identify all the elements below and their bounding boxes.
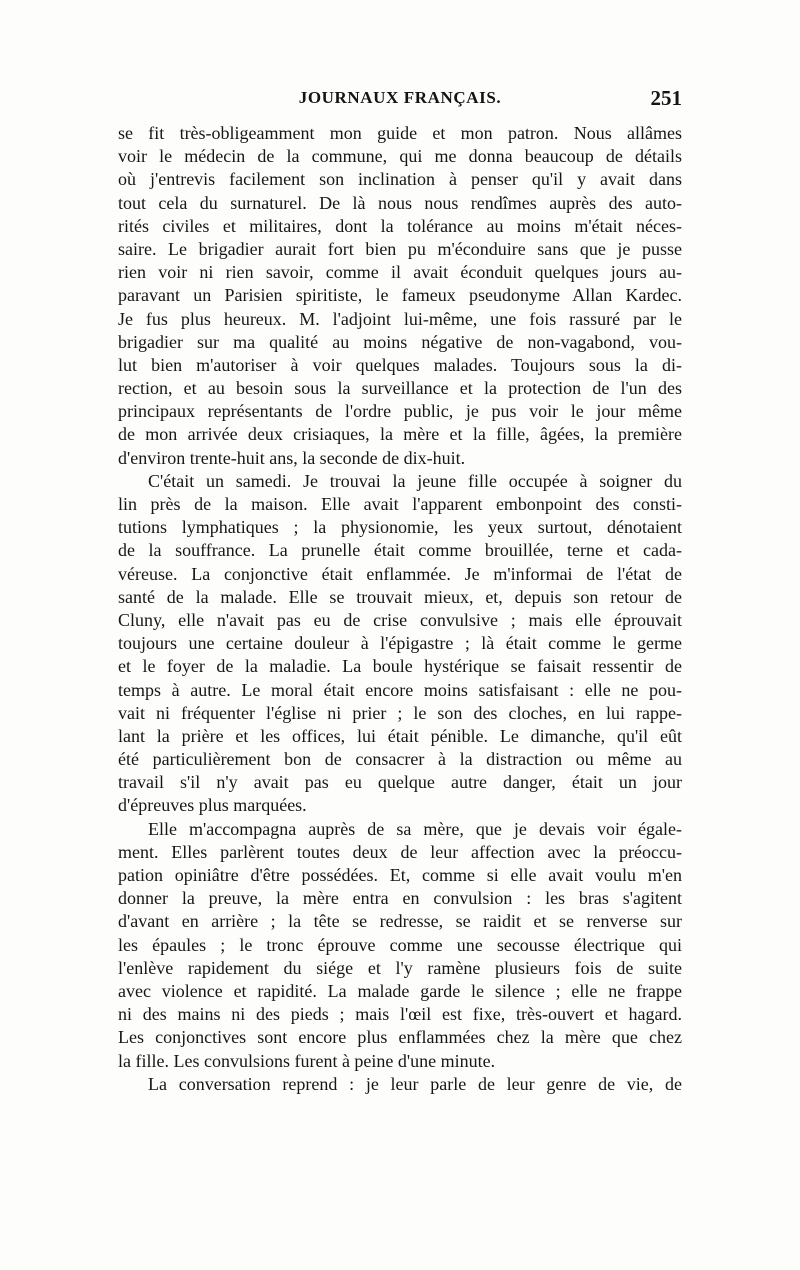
text-line: brigadier sur ma qualité au moins négative de non-vagabond, vou- [118,331,682,352]
text-line: d'environ trente-huit ans, la seconde de dix-huit. [118,447,466,468]
text-line: de mon arrivée deux crisiaques, la mère et la fille, âgées, la première [118,424,682,445]
text-line: vait ni fréquenter l'église ni prier ; le son des cloches, en lui rappe- [118,702,682,723]
text-line: Je fus plus heureux. M. l'adjoint lui-même, une fois rassuré par le [118,308,682,329]
text-line: où j'entrevis facilement son inclination à penser qu'il y avait dans [118,169,682,190]
text-line: tutions lymphatiques ; la physionomie, les yeux surtout, dénotaient [118,517,682,538]
text-line: C'était un samedi. Je trouvai la jeune fille occupée à soigner du [148,470,682,491]
text-line: ni des mains ni des pieds ; mais l'œil est fixe, très-ouvert et hagard. [118,1004,682,1025]
text-line: lin près de la maison. Elle avait l'apparent embonpoint des consti- [118,494,682,514]
running-title: JOURNAUX FRANÇAIS. [298,88,502,107]
text-line: principaux représentants de l'ordre public, je pus voir le jour même [118,401,682,422]
text-line: les épaules ; le tronc éprouve comme une secousse électrique qui [118,934,682,955]
text-line: Les conjonctives sont encore plus enflammées chez la mère que chez [118,1027,682,1048]
text-line: de la souffrance. La prunelle était comme brouillée, terne et cada- [118,540,682,561]
page-number: 251 [650,86,682,110]
text-line: ment. Elles parlèrent toutes deux de leur affection avec la préoccu- [118,841,682,862]
text-line: pation opiniâtre d'être possédées. Et, comme si elle avait voulu m'en [118,865,682,885]
text-line: paravant un Parisien spiritiste, le fameux pseudonyme Allan Kardec. [118,285,682,306]
text-line: donner la preuve, la mère entra en convulsion : les bras s'agitent [118,888,682,909]
text-line: rités civiles et militaires, dont la tolérance au moins m'était néces- [118,215,682,236]
text-line: d'avant en arrière ; la tête se redresse, se raidit et se renverse sur [118,911,682,932]
text-line: se fit très-obligeamment mon guide et mon patron. Nous allâmes [118,123,682,143]
text-line: temps à autre. Le moral était encore moins satisfaisant : elle ne pou- [118,679,682,700]
text-line: tout cela du surnaturel. De là nous nous rendîmes auprès des auto- [118,192,682,213]
text-line: rien voir ni rien savoir, comme il avait éconduit quelques jours au- [118,262,682,283]
text-line: été particulièrement bon de consacrer à la distraction ou même au [118,749,682,770]
text-line: avec violence et rapidité. La malade garde le silence ; elle ne frappe [118,980,682,1001]
text-line: véreuse. La conjonctive était enflammée. Je m'informai de l'état de [118,563,682,584]
text-line: saire. Le brigadier aurait fort bien pu m'éconduire sans que je pusse [118,238,682,259]
text-line: rection, et au besoin sous la surveillance et la protection de l'un des [118,378,682,399]
text-line: lut bien m'autoriser à voir quelques malades. Toujours sous la di- [118,354,682,375]
text-line: et le foyer de la maladie. La boule hystérique se faisait ressentir de [118,656,682,677]
text-line: lant la prière et les offices, lui était pénible. Le dimanche, qu'il eût [118,725,682,746]
text-line: travail s'il n'y avait pas eu quelque autre danger, était un jour [118,772,682,793]
text-line: d'épreuves plus marquées. [118,795,307,816]
page-header [118,88,682,118]
text-line: l'enlève rapidement du siége et l'y ramène plusieurs fois de suite [118,957,682,978]
body-text [118,122,682,1096]
text-line: toujours une certaine douleur à l'épigastre ; là était comme le germe [118,633,682,654]
text-line: voir le médecin de la commune, qui me donna beaucoup de détails [118,146,682,167]
text-line: santé de la malade. Elle se trouvait mieux, et, depuis son retour de [118,586,682,607]
text-line: Elle m'accompagna auprès de sa mère, que je devais voir égale- [148,818,682,839]
text-line: Cluny, elle n'avait pas eu de crise convulsive ; mais elle éprouvait [118,609,682,630]
text-line: La conversation reprend : je leur parle de leur genre de vie, de [148,1073,682,1094]
text-line: la fille. Les convulsions furent à peine d'une minute. [118,1050,496,1071]
